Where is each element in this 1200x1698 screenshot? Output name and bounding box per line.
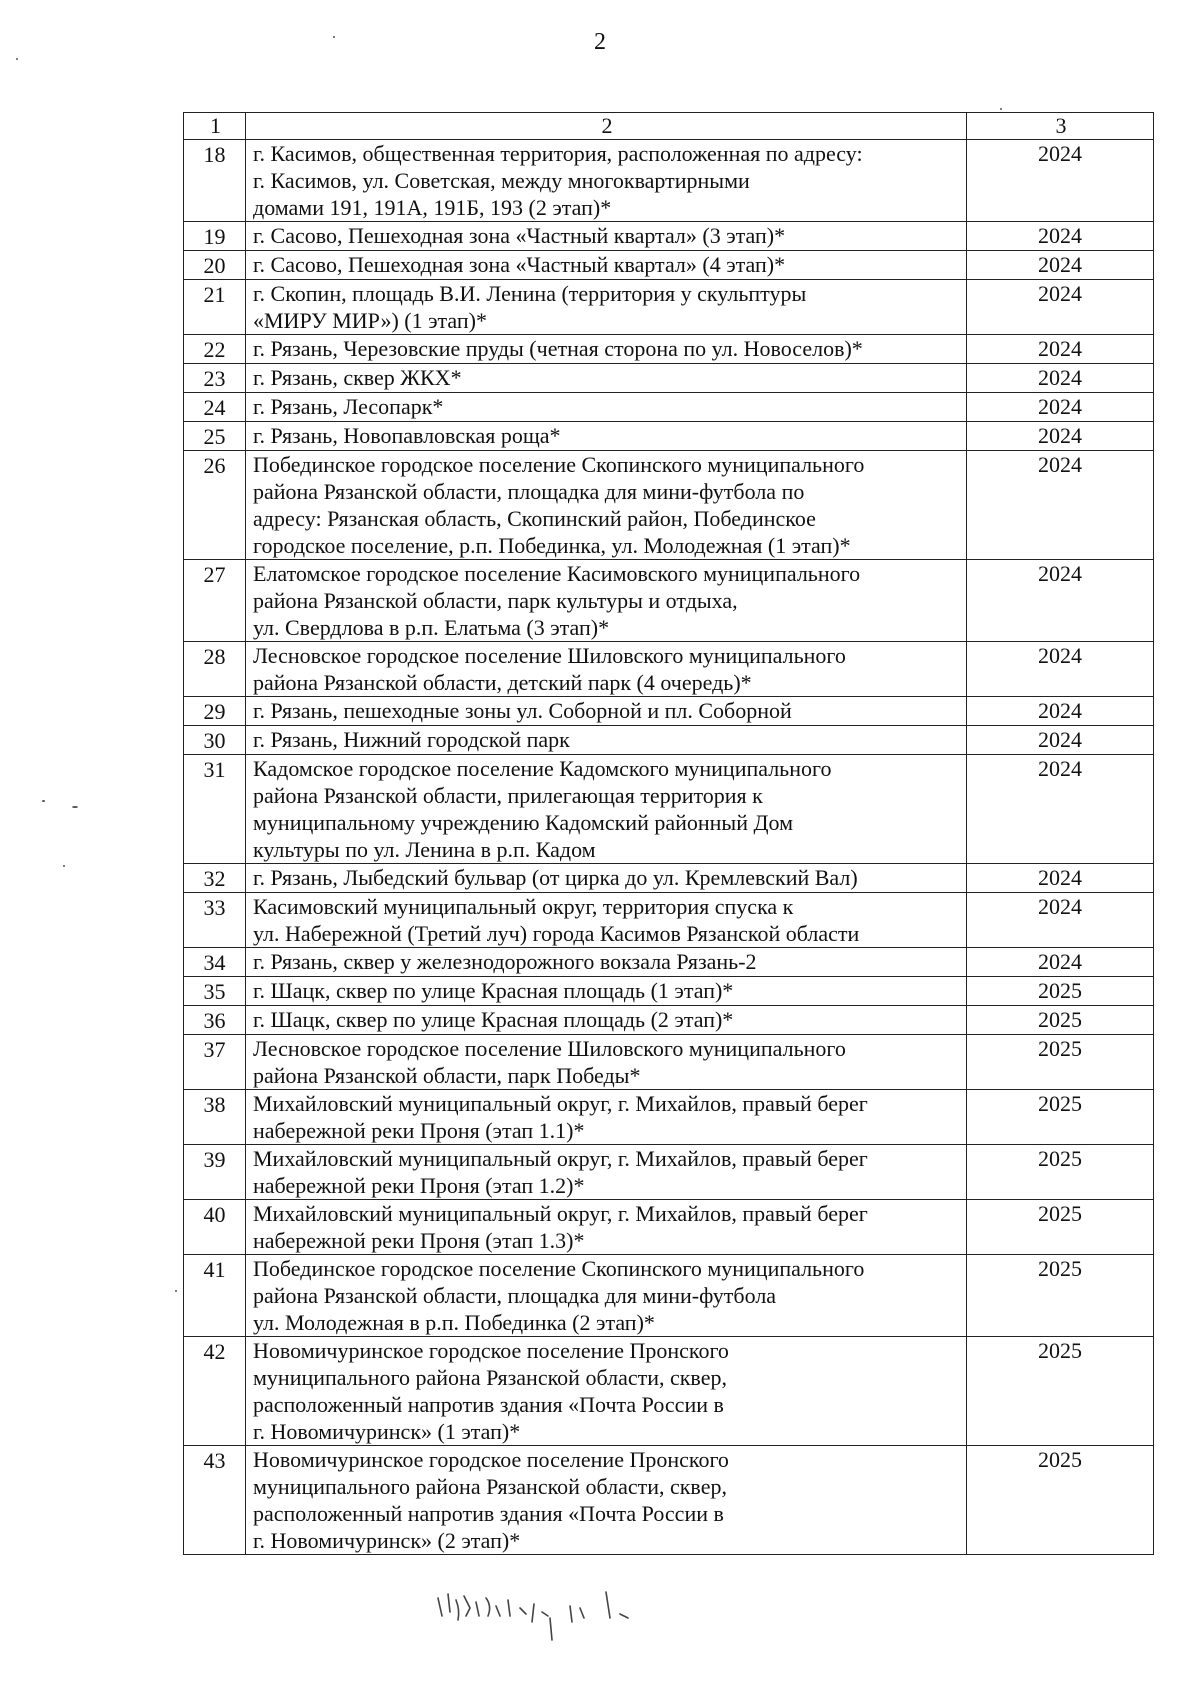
row-number: 29	[184, 697, 246, 726]
row-description: Михайловский муниципальный округ, г. Михайлов, правый берег набережной реки Проня (этап 1.1)*	[246, 1090, 967, 1145]
row-description: Новомичуринское городское поселение Пронского муниципального района Рязанской области, сквер, расположенный напротив здания «Почта России в г. Новомичуринск» (1 этап)*	[246, 1337, 967, 1446]
row-description: г. Рязань, сквер у железнодорожного вокзала Рязань-2	[246, 948, 967, 977]
row-description: г. Скопин, площадь В.И. Ленина (территория у скульптуры «МИРУ МИР») (1 этап)*	[246, 280, 967, 335]
row-number: 33	[184, 893, 246, 948]
row-year: 2025	[967, 1255, 1154, 1337]
table-row	[184, 1255, 1154, 1337]
header-col-1: 1	[184, 113, 246, 140]
table-row	[184, 755, 1154, 864]
row-year: 2024	[967, 864, 1154, 893]
scan-speck	[16, 58, 18, 60]
row-year: 2025	[967, 1090, 1154, 1145]
row-number: 36	[184, 1006, 246, 1035]
row-number: 20	[184, 251, 246, 280]
table-row	[184, 977, 1154, 1006]
table-row	[184, 1006, 1154, 1035]
table-row	[184, 335, 1154, 364]
row-year: 2025	[967, 1200, 1154, 1255]
row-number: 18	[184, 140, 246, 222]
row-year: 2024	[967, 948, 1154, 977]
row-number: 25	[184, 422, 246, 451]
row-number: 35	[184, 977, 246, 1006]
row-year: 2025	[967, 1035, 1154, 1090]
row-year: 2024	[967, 140, 1154, 222]
row-number: 34	[184, 948, 246, 977]
page-number: 2	[594, 29, 606, 55]
handwritten-mark	[430, 1578, 660, 1648]
row-description: Михайловский муниципальный округ, г. Михайлов, правый берег набережной реки Проня (этап 1.3)*	[246, 1200, 967, 1255]
table-row	[184, 422, 1154, 451]
row-year: 2025	[967, 1446, 1154, 1555]
row-description: Елатомское городское поселение Касимовского муниципального района Рязанской области, парк культуры и отдыха, ул. Свердлова в р.п. Елатьма (3 этап)*	[246, 560, 967, 642]
row-description: г. Рязань, Лесопарк*	[246, 393, 967, 422]
row-number: 26	[184, 451, 246, 560]
row-number: 24	[184, 393, 246, 422]
row-description: Побединское городское поселение Скопинского муниципального района Рязанской области, площадка для мини-футбола ул. Молодежная в р.п. Побединка (2 этап)*	[246, 1255, 967, 1337]
row-number: 31	[184, 755, 246, 864]
header-col-2: 2	[246, 113, 967, 140]
row-year: 2024	[967, 364, 1154, 393]
row-number: 38	[184, 1090, 246, 1145]
row-description: г. Касимов, общественная территория, расположенная по адресу: г. Касимов, ул. Советская, между многоквартирными домами 191, 191А, 191Б, 193 (2 этап)*	[246, 140, 967, 222]
row-year: 2024	[967, 251, 1154, 280]
table-row	[184, 222, 1154, 251]
scan-speck	[175, 1290, 177, 1292]
row-description: Кадомское городское поселение Кадомского муниципального района Рязанской области, прилегающая территория к муниципальному учреждению Кадомский районный Дом культуры по ул. Ленина в р.п. Кадом	[246, 755, 967, 864]
scan-speck	[63, 865, 65, 867]
table-row	[184, 280, 1154, 335]
row-number: 43	[184, 1446, 246, 1555]
row-number: 21	[184, 280, 246, 335]
table-row	[184, 948, 1154, 977]
table-row	[184, 642, 1154, 697]
table-row	[184, 864, 1154, 893]
row-year: 2024	[967, 642, 1154, 697]
row-year: 2025	[967, 1145, 1154, 1200]
row-year: 2024	[967, 393, 1154, 422]
row-number: 23	[184, 364, 246, 393]
table-row	[184, 1035, 1154, 1090]
row-number: 40	[184, 1200, 246, 1255]
table-row	[184, 1090, 1154, 1145]
projects-table	[183, 112, 1154, 1555]
row-year: 2024	[967, 222, 1154, 251]
row-description: Побединское городское поселение Скопинского муниципального района Рязанской области, площадка для мини-футбола по адресу: Рязанская область, Скопинский район, Побединское городское поселение, р.п. Побединка, ул. Молодежная (1 этап)*	[246, 451, 967, 560]
table-row	[184, 393, 1154, 422]
row-description: Михайловский муниципальный округ, г. Михайлов, правый берег набережной реки Проня (этап 1.2)*	[246, 1145, 967, 1200]
row-year: 2024	[967, 893, 1154, 948]
row-number: 30	[184, 726, 246, 755]
row-number: 27	[184, 560, 246, 642]
scan-speck	[333, 36, 335, 38]
row-description: г. Рязань, Лыбедский бульвар (от цирка до ул. Кремлевский Вал)	[246, 864, 967, 893]
table-row	[184, 726, 1154, 755]
table-row	[184, 1446, 1154, 1555]
table-row	[184, 1145, 1154, 1200]
row-description: Касимовский муниципальный округ, территория спуска к ул. Набережной (Третий луч) города Касимов Рязанской области	[246, 893, 967, 948]
row-description: г. Сасово, Пешеходная зона «Частный квартал» (4 этап)*	[246, 251, 967, 280]
row-description: Лесновское городское поселение Шиловского муниципального района Рязанской области, детский парк (4 очередь)*	[246, 642, 967, 697]
row-year: 2024	[967, 335, 1154, 364]
row-year: 2024	[967, 755, 1154, 864]
row-number: 22	[184, 335, 246, 364]
table-row	[184, 140, 1154, 222]
row-year: 2024	[967, 451, 1154, 560]
row-description: г. Рязань, Черезовские пруды (четная сторона по ул. Новоселов)*	[246, 335, 967, 364]
table-row	[184, 560, 1154, 642]
row-description: г. Рязань, сквер ЖКХ*	[246, 364, 967, 393]
table-row	[184, 251, 1154, 280]
row-year: 2025	[967, 1337, 1154, 1446]
table-row	[184, 1337, 1154, 1446]
row-number: 32	[184, 864, 246, 893]
scan-speck	[72, 806, 78, 808]
table-row	[184, 697, 1154, 726]
row-number: 28	[184, 642, 246, 697]
table-row	[184, 451, 1154, 560]
row-year: 2025	[967, 1006, 1154, 1035]
row-year: 2025	[967, 977, 1154, 1006]
header-col-3: 3	[967, 113, 1154, 140]
row-description: г. Рязань, Нижний городской парк	[246, 726, 967, 755]
table-row	[184, 893, 1154, 948]
row-year: 2024	[967, 280, 1154, 335]
table-header-row	[184, 113, 1154, 140]
scan-speck	[1000, 108, 1002, 110]
row-description: г. Сасово, Пешеходная зона «Частный квартал» (3 этап)*	[246, 222, 967, 251]
row-description: Лесновское городское поселение Шиловского муниципального района Рязанской области, парк Победы*	[246, 1035, 967, 1090]
row-number: 37	[184, 1035, 246, 1090]
row-number: 19	[184, 222, 246, 251]
table-row	[184, 1200, 1154, 1255]
table-row	[184, 364, 1154, 393]
scan-speck	[42, 800, 45, 802]
row-year: 2024	[967, 560, 1154, 642]
row-description: Новомичуринское городское поселение Пронского муниципального района Рязанской области, сквер, расположенный напротив здания «Почта России в г. Новомичуринск» (2 этап)*	[246, 1446, 967, 1555]
row-description: г. Шацк, сквер по улице Красная площадь (2 этап)*	[246, 1006, 967, 1035]
row-description: г. Шацк, сквер по улице Красная площадь (1 этап)*	[246, 977, 967, 1006]
row-description: г. Рязань, пешеходные зоны ул. Соборной и пл. Соборной	[246, 697, 967, 726]
row-year: 2024	[967, 697, 1154, 726]
table-body	[184, 140, 1154, 1555]
row-year: 2024	[967, 726, 1154, 755]
row-description: г. Рязань, Новопавловская роща*	[246, 422, 967, 451]
row-number: 39	[184, 1145, 246, 1200]
row-year: 2024	[967, 422, 1154, 451]
row-number: 42	[184, 1337, 246, 1446]
row-number: 41	[184, 1255, 246, 1337]
